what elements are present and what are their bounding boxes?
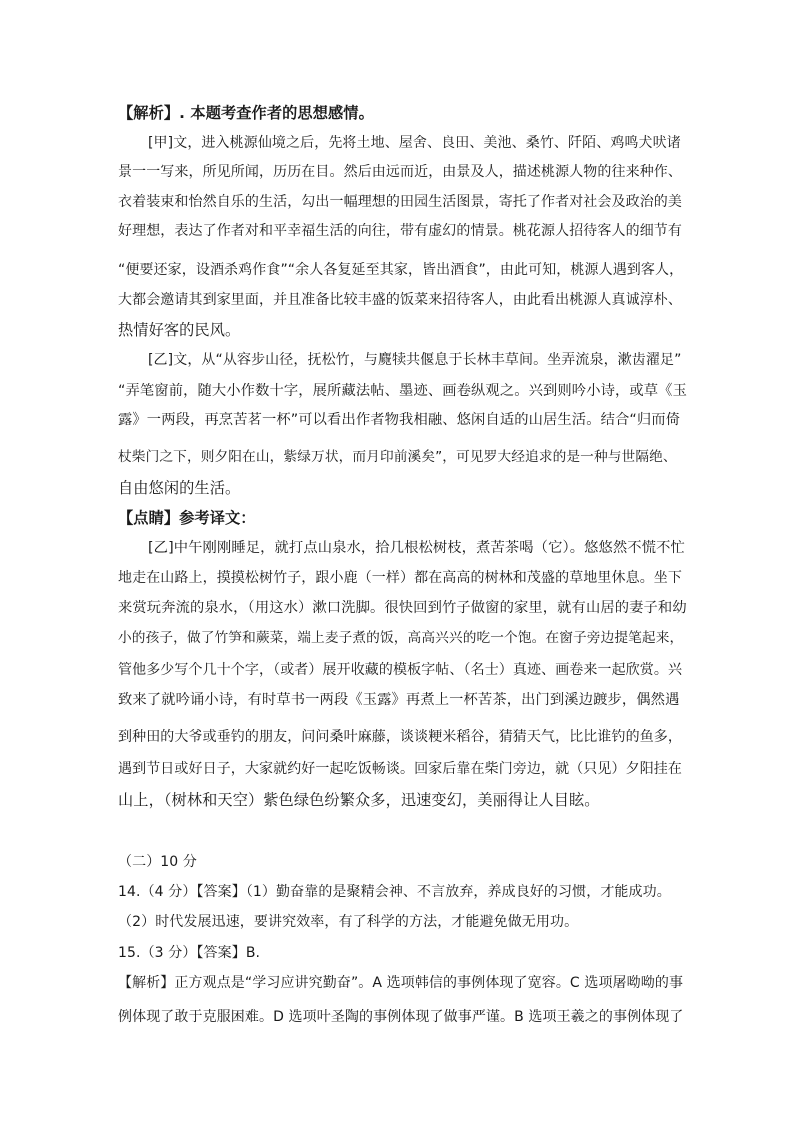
section-two-heading: （二）10 分 — [118, 854, 197, 870]
yi-line: “弄笔窗前，随大小作数十字，展所藏法帖、墨迹、画卷纵观之。兴到则吟小诗，或草《玉 — [118, 383, 687, 399]
translation-line: 遇到节日或好日子，大家就约好一起吃饭畅谈。回家后靠在柴门旁边，就（只见）夕阳挂在 — [118, 761, 682, 777]
translation-line: 到种田的大爷或垂钓的朋友，问问桑叶麻藤，谈谈粳米稻谷，猜猜天气，比比谁钓的鱼多， — [118, 729, 682, 745]
translation-line: 致来了就吟诵小诗，有时草书一两段《玉露》再煮上一杯苦茶，出门到溪边踱步，偶然遇 — [118, 692, 680, 708]
jia-line: 好理想，表达了作者对和平幸福生活的向往，带有虚幻的情景。桃花源人招待客人的细节有 — [118, 223, 682, 239]
translation-line: 管他多少写个几十个字，（或者）展开收藏的模板字帖、（名士）真迹、画卷来一起欣赏。兴 — [118, 662, 683, 678]
jia-line: [甲]文，进入桃源仙境之后，先将土地、屋舍、良田、美池、桑竹、阡陌、鸡鸣犬吠诸 — [148, 135, 681, 151]
yi-line: 杖柴门之下，则夕阳在山，紫绿万状，而月印前溪矣”，可见罗大经追求的是一种与世隔绝、 — [118, 449, 677, 465]
jia-line: 大都会邀请其到家里面，并且准备比较丰盛的饭菜来招待客人，由此看出桃源人真诚淳朴、 — [118, 292, 682, 308]
jia-line: 热情好客的民风。 — [118, 321, 241, 339]
q14-answer-line: （2）时代发展迅速，要讲究效率，有了科学的方法，才能避免做无用功。 — [118, 914, 579, 930]
translation-line: 来赏玩奔流的泉水，（用这水）漱口洗脚。很快回到竹子做窗的家里，就有山居的妻子和幼 — [118, 600, 687, 616]
yi-line: 露》一两段，再烹苦茗一杯”可以看出作者物我相融、悠闲自适的山居生活。结合“归而倚 — [118, 412, 681, 428]
yi-line: 自由悠闲的生活。 — [118, 479, 241, 497]
q15-analysis-line: 【解析】正方观点是“学习应讲究勤奋”。A 选项韩信的事例体现了宽容。C 选项屠呦呦的事 — [118, 975, 684, 991]
translation-line: 山上，（树林和天空）紫色绿色纷繁众多，迅速变幻，美丽得让人目眩。 — [118, 791, 600, 809]
yi-line: [乙]文，从“从容步山径，抚松竹，与麑犊共偃息于长林丰草间。坐弄流泉，漱齿濯足” — [148, 352, 682, 368]
translation-line: 小的孩子，做了竹笋和蕨菜，端上麦子煮的饭，高高兴兴的吃一个饱。在窗子旁边提笔起来， — [118, 630, 684, 646]
jia-line: 景一一写来，所见所闻，历历在目。然后由远而近，由景及人，描述桃源人物的往来种作、 — [118, 164, 682, 180]
translation-line: [乙]中午刚刚睡足，就打点山泉水，拾几根松树枝，煮苦茶喝（它）。悠悠然不慌不忙 — [148, 540, 685, 556]
q14-answer-line: 14.（4 分）【答案】（1）勤奋靠的是聚精会神、不言放弃，养成良好的习惯，才能成功。 — [118, 884, 671, 900]
jia-line: “便要还家，设酒杀鸡作食”“余人各复延至其家，皆出酒食”，由此可知，桃源人遇到客人， — [118, 262, 684, 278]
analysis-title: 【解析】. 本题考查作者的思想感情。 — [118, 104, 374, 122]
jia-line: 衣着装束和怡然自乐的生活，勾出一幅理想的田园生活图景，寄托了作者对社会及政治的美 — [118, 194, 682, 210]
q15-analysis-line: 例体现了敢于克服困难。D 选项叶圣陶的事例体现了做事严谨。B 选项王羲之的事例体现了 — [118, 1009, 684, 1025]
dianjing-title: 【点睛】参考译文： — [118, 509, 256, 527]
q15-answer: 15.（3 分）【答案】B. — [118, 945, 261, 961]
translation-line: 地走在山路上，摸摸松树竹子，跟小鹿（一样）都在高高的树林和茂盛的草地里休息。坐下 — [118, 570, 682, 586]
